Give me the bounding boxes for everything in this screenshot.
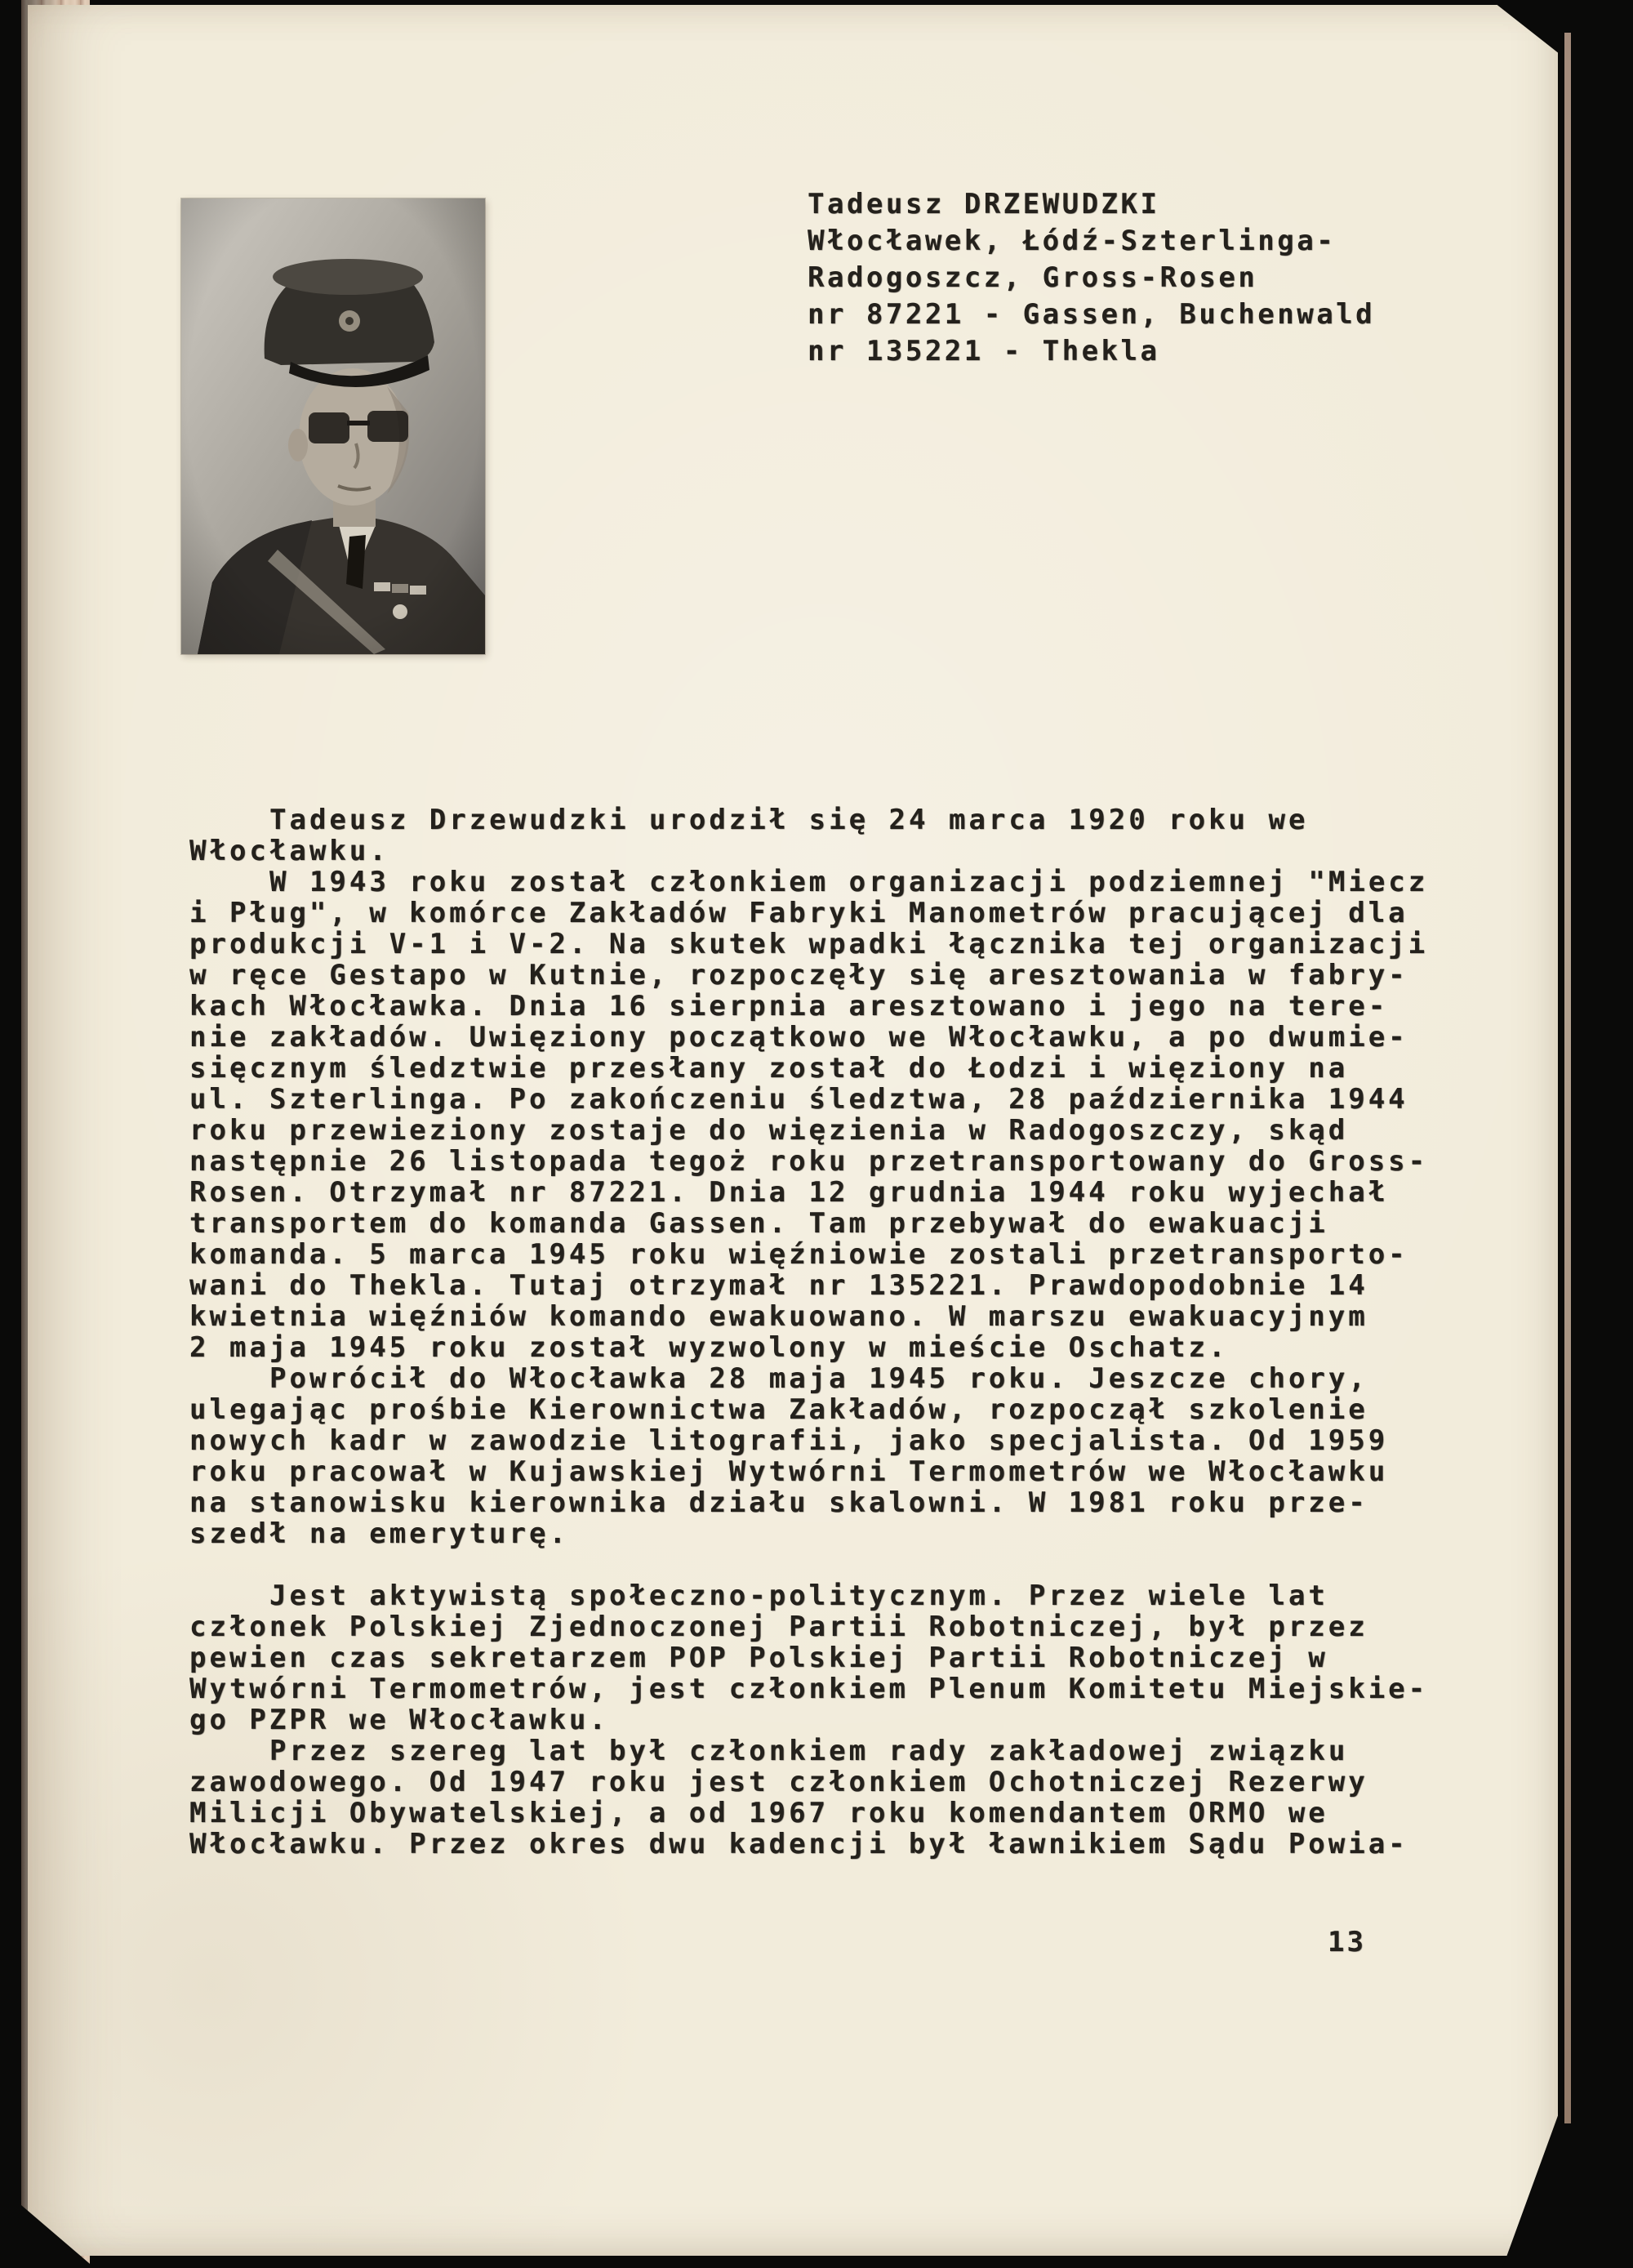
text-line: komanda. 5 marca 1945 roku więźniowie zostali przetransporto- xyxy=(189,1238,1408,1271)
page-number: 13 xyxy=(1328,1926,1366,1958)
text-line: i Pług", w komórce Zakładów Fabryki Manometrów pracującej dla xyxy=(189,897,1408,929)
text-line: Tadeusz Drzewudzki urodził się 24 marca 1920 roku we xyxy=(269,804,1309,836)
text-line: go PZPR we Włocławku. xyxy=(189,1704,609,1736)
text-line: produkcji V-1 i V-2. Na skutek wpadki łącznika tej organizacji xyxy=(189,928,1429,960)
text-line: Włocławku. Przez okres dwu kadencji był ławnikiem Sądu Powia- xyxy=(189,1828,1408,1860)
text-line: Radogoszcz, Gross-Rosen xyxy=(808,261,1258,294)
text-line: roku pracował w Kujawskiej Wytwórni Termometrów we Włocławku xyxy=(189,1455,1389,1488)
document-page xyxy=(28,5,1558,2256)
text-line: zawodowego. Od 1947 roku jest członkiem Ochotniczej Rezerwy xyxy=(189,1766,1368,1798)
body-text xyxy=(189,804,1428,1860)
page-corner-bottom-right xyxy=(1502,2111,1560,2268)
paragraph xyxy=(189,1736,1428,1860)
text-line: Przez szereg lat był członkiem rady zakładowej związku xyxy=(269,1735,1349,1767)
text-line: Tadeusz DRZEWUDZKI xyxy=(808,188,1160,221)
text-line: transportem do komanda Gassen. Tam przebywał do ewakuacji xyxy=(189,1207,1328,1240)
text-line: na stanowisku kierownika działu skalowni. W 1981 roku prze- xyxy=(189,1486,1368,1519)
text-line: wani do Thekla. Tutaj otrzymał nr 135221. Prawdopodobnie 14 xyxy=(189,1269,1368,1302)
text-line: kach Włocławka. Dnia 16 sierpnia aresztowano i jego na tere- xyxy=(189,990,1389,1023)
text-line: roku przewieziony zostaje do więzienia w Radogoszczy, skąd xyxy=(189,1114,1349,1147)
text-line: sięcznym śledztwie przesłany został do Łodzi i więziony na xyxy=(189,1052,1349,1085)
text-line: Włocławku. xyxy=(189,835,389,867)
text-line: pewien czas sekretarzem POP Polskiej Partii Robotniczej w xyxy=(189,1642,1328,1674)
text-line: ul. Szterlinga. Po zakończeniu śledztwa, 28 października 1944 xyxy=(189,1083,1408,1116)
text-line: ulegając prośbie Kierownictwa Zakładów, rozpoczął szkolenie xyxy=(189,1393,1368,1426)
text-line: szedł na emeryturę. xyxy=(189,1517,569,1550)
text-line: następnie 26 listopada tegoż roku przetransportowany do Gross- xyxy=(189,1145,1429,1178)
text-line: Wytwórni Termometrów, jest członkiem Plenum Komitetu Miejskie- xyxy=(189,1673,1429,1705)
text-line: W 1943 roku został członkiem organizacji podziemnej "Miecz xyxy=(269,866,1429,898)
paragraph xyxy=(189,804,1428,867)
header-block xyxy=(808,186,1375,370)
portrait-photo-graphic xyxy=(181,198,485,654)
paragraph xyxy=(189,1580,1428,1736)
text-line: Włocławek, Łódź-Szterlinga- xyxy=(808,225,1337,257)
text-line: członek Polskiej Zjednoczonej Partii Robotniczej, był przez xyxy=(189,1611,1368,1643)
text-line: nie zakładów. Uwięziony początkowo we Włocławku, a po dwumie- xyxy=(189,1021,1408,1054)
paragraph xyxy=(189,1363,1428,1549)
text-line: 2 maja 1945 roku został wyzwolony w mieście Oschatz. xyxy=(189,1331,1229,1364)
text-line: Milicji Obywatelskiej, a od 1967 roku komendantem ORMO we xyxy=(189,1797,1328,1829)
page-corner-bottom-left xyxy=(21,2205,95,2268)
text-line: Rosen. Otrzymał nr 87221. Dnia 12 grudnia 1944 roku wyjechał xyxy=(189,1176,1389,1209)
text-line: nr 87221 - Gassen, Buchenwald xyxy=(808,298,1376,331)
portrait-photo xyxy=(181,198,485,654)
text-line: Jest aktywistą społeczno-politycznym. Przez wiele lat xyxy=(269,1580,1328,1612)
paragraph xyxy=(189,867,1428,1363)
text-line: w ręce Gestapo w Kutnie, rozpoczęły się aresztowania w fabry- xyxy=(189,959,1408,991)
page-corner-top-right xyxy=(1491,0,1560,54)
text-line: Powrócił do Włocławka 28 maja 1945 roku. Jeszcze chory, xyxy=(269,1362,1368,1395)
text-line: nr 135221 - Thekla xyxy=(808,335,1160,368)
text-line: kwietnia więźniów komando ewakuowano. W marszu ewakuacyjnym xyxy=(189,1300,1368,1333)
book-page-edges-right xyxy=(1564,33,1571,2123)
text-line: nowych kadr w zawodzie litografii, jako specjalista. Od 1959 xyxy=(189,1424,1389,1457)
